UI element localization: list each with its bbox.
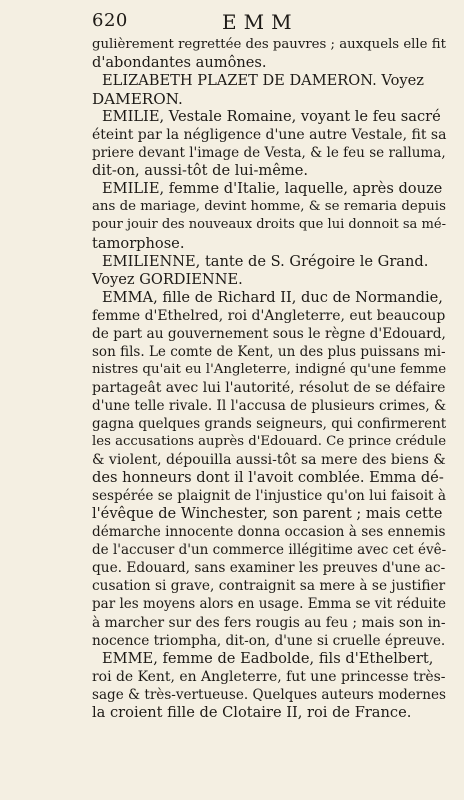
text-line: priere devant l'image de Vesta, & le feu se ralluma,: [92, 145, 446, 162]
page-header: [92, 10, 446, 36]
text-line: dit-on, aussi-tôt de lui-même.: [92, 162, 308, 180]
entry-heading-line: EMME, femme de Eadbolde, fils d'Ethelbert,: [102, 649, 434, 667]
text-line: partageât avec lui l'autorité, résolut de se défaire: [92, 379, 446, 396]
text-line: nistres qu'ait eu l'Angleterre, indigné qu'une femme: [92, 361, 447, 377]
text-line: femme d'Ethelred, roi d'Angleterre, eut beaucoup: [92, 307, 446, 324]
entry-heading-line: ELIZABETH PLAZET DE DAMERON. Voyez: [102, 72, 424, 90]
text-line: sespérée se plaignit de l'injustice qu'on lui faisoit à: [92, 488, 446, 505]
text-line: d'abondantes aumônes.: [92, 54, 267, 72]
entry-heading-line: EMMA, fille de Richard II, duc de Normandie,: [102, 288, 443, 306]
entry-heading-line: EMILIE, femme d'Italie, laquelle, après douze: [102, 180, 443, 198]
text-line: Voyez GORDIENNE.: [92, 270, 243, 288]
text-line: l'évêque de Winchester, son parent ; mais cette: [92, 505, 443, 523]
running-title: EMM: [222, 10, 299, 34]
text-line: roi de Kent, en Angleterre, fut une princesse très-: [92, 668, 446, 685]
text-line: que. Edouard, sans examiner les preuves d'une ac-: [92, 560, 446, 577]
text-line: par les moyens alors en usage. Emma se vit réduite: [92, 596, 447, 613]
text-line: des honneurs dont il l'avoit comblée. Emma dé-: [92, 469, 444, 487]
text-line: gagna quelques grands seigneurs, qui confirmerent: [92, 415, 447, 432]
text-line: ans de mariage, devint homme, & se remaria depuis: [92, 199, 446, 215]
page-body: [92, 36, 446, 722]
text-line: démarche innocente donna occasion à ses ennemis: [92, 524, 446, 541]
text-line: nocence triompha, dit-on, d'une si cruelle épreuve.: [92, 632, 446, 649]
text-line: & violent, dépouilla aussi-tôt sa mere des biens &: [92, 452, 446, 469]
text-line: cusation si grave, contraignit sa mere à se justifier: [92, 578, 446, 595]
text-line: gulièrement regrettée des pauvres ; auxquels elle fit: [92, 37, 446, 52]
text-line: pour jouir des nouveaux droits que lui donnoit sa mé-: [92, 217, 446, 233]
text-line: DAMERON.: [92, 90, 183, 109]
text-line: son fils. Le comte de Kent, un des plus puissans mi-: [92, 343, 446, 360]
text-line: sage & très-vertueuse. Quelques auteurs modernes: [92, 686, 446, 703]
text-line: à marcher sur des fers rougis au feu ; mais son in-: [92, 614, 446, 631]
text-line: éteint par la négligence d'une autre Vestale, fit sa: [92, 127, 447, 144]
text-line: de part au gouvernement sous le règne d'Edouard,: [92, 325, 446, 342]
text-line: les accusations auprès d'Edouard. Ce prince crédule: [92, 434, 447, 450]
entry-heading-line: EMILIENNE, tante de S. Grégoire le Grand.: [102, 252, 429, 270]
text-line: de l'accuser d'un commerce illégitime avec cet évê-: [92, 542, 447, 559]
text-line: la croient fille de Clotaire II, roi de France.: [92, 703, 412, 721]
text-line: d'une telle rivale. Il l'accusa de plusieurs crimes, &: [92, 397, 447, 414]
entry-heading-line: EMILIE, Vestale Romaine, voyant le feu sacré: [102, 108, 441, 126]
page-number: 620: [92, 10, 128, 31]
text-line: tamorphose.: [92, 234, 185, 252]
